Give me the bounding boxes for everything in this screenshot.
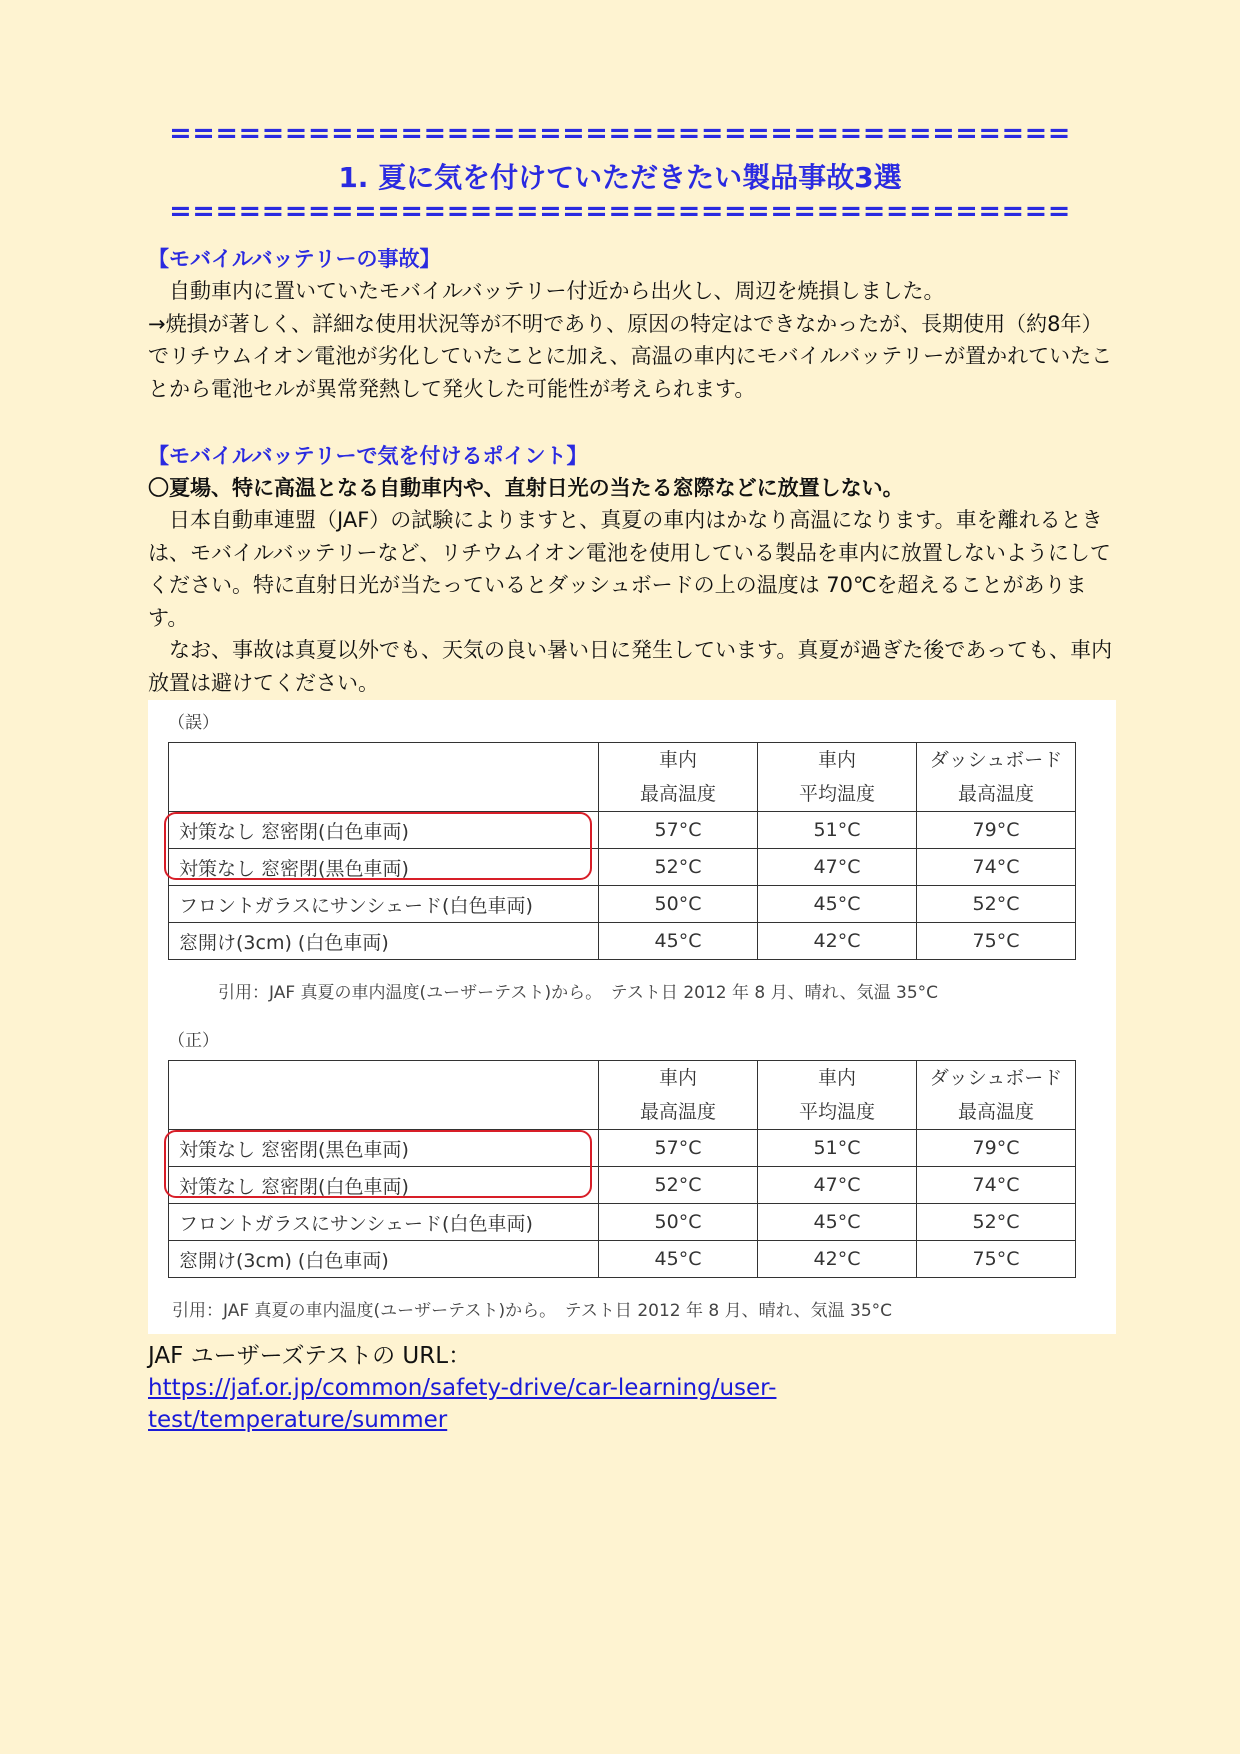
jaf-url-block [148,1340,1123,1436]
table-row [169,1204,1076,1241]
url-label: JAF ユーザーズテストの URL： [148,1343,472,1369]
header-blank-cell [169,1061,599,1130]
points-text-1: 日本自動車連盟（JAF）の試験によりますと、真夏の車内はかなり高温になります。車を離れるときは、モバイルバッテリーなど、リチウムイオン電池を使用している製品を車内に放置しないようにしてください。特に直射日光が当たっているとダッシュボードの上の温度は 70℃を超えることがあります。 [148,508,1111,630]
avg-temp: 45°C [758,886,917,923]
points-text-2: なお、事故は真夏以外でも、天気の良い暑い日に発生しています。真夏が過ぎた後であっても、車内放置は避けてください。 [148,638,1113,695]
max-temp: 45°C [599,1241,758,1278]
section-title: 1. 夏に気を付けていただきたい製品事故3選 [338,161,902,194]
max-temp: 45°C [599,923,758,960]
table-row [169,886,1076,923]
section-points [148,440,1123,699]
highlight-box-wrong [164,812,592,880]
dash-temp: 75°C [917,923,1076,960]
wrong-citation: 引用：JAF 真夏の車内温度(ユーザーテスト)から。 テスト日 2012 年 8 月、晴れ、気温 35°C [218,983,939,1003]
row-name: 対策なし 窓密閉(黒色車両) [169,849,599,886]
row-name: 窓開け(3cm) (白色車両) [169,1241,599,1278]
header-dash-temp: ダッシュボード 最高温度 [917,1061,1076,1130]
dash-temp: 52°C [917,886,1076,923]
jaf-url-link-line2[interactable]: test/temperature/summer [148,1407,448,1433]
accident-heading: 【モバイルバッテリーの事故】 [148,247,441,271]
header-blank-cell [169,743,599,812]
max-temp: 50°C [599,1204,758,1241]
correct-citation: 引用：JAF 真夏の車内温度(ユーザーテスト)から。 テスト日 2012 年 8 月、晴れ、気温 35°C [172,1301,893,1321]
header-avg-temp: 車内 平均温度 [758,743,917,812]
dash-temp: 74°C [917,849,1076,886]
avg-temp: 47°C [758,849,917,886]
row-name: 対策なし 窓密閉(白色車両) [169,1167,599,1204]
max-temp: 57°C [599,1130,758,1167]
avg-temp: 45°C [758,1204,917,1241]
avg-temp: 42°C [758,923,917,960]
wrong-label: （誤） [168,713,219,733]
dash-temp: 74°C [917,1167,1076,1204]
row-name: フロントガラスにサンシェード(白色車両) [169,1204,599,1241]
points-key-message: 〇夏場、特に高温となる自動車内や、直射日光の当たる窓際などに放置しない。 [148,476,904,500]
row-name: 対策なし 窓密閉(黒色車両) [169,1130,599,1167]
table-row [169,1241,1076,1278]
table-header-row [169,743,1076,812]
header-max-temp: 車内 最高温度 [599,743,758,812]
row-name: フロントガラスにサンシェード(白色車両) [169,886,599,923]
max-temp: 52°C [599,1167,758,1204]
max-temp: 50°C [599,886,758,923]
header-dash-temp: ダッシュボード 最高温度 [917,743,1076,812]
row-name: 窓開け(3cm) (白色車両) [169,923,599,960]
dash-temp: 75°C [917,1241,1076,1278]
table-header-row [169,1061,1076,1130]
avg-temp: 42°C [758,1241,917,1278]
max-temp: 52°C [599,849,758,886]
section-accident [148,243,1123,405]
header-avg-temp: 車内 平均温度 [758,1061,917,1130]
jaf-url-link-line1[interactable]: https://jaf.or.jp/common/safety-drive/car-learning/user- [148,1375,777,1401]
banner-rule-top: ======================================= [169,118,1071,149]
max-temp: 57°C [599,812,758,849]
correct-label: （正） [168,1031,219,1051]
avg-temp: 51°C [758,1130,917,1167]
temperature-figure [148,700,1116,1334]
avg-temp: 47°C [758,1167,917,1204]
points-heading: 【モバイルバッテリーで気を付けるポイント】 [148,444,588,468]
highlight-box-correct [164,1130,592,1198]
dash-temp: 79°C [917,1130,1076,1167]
avg-temp: 51°C [758,812,917,849]
dash-temp: 52°C [917,1204,1076,1241]
table-row [169,923,1076,960]
banner-rule-bottom: ======================================= [169,196,1071,227]
dash-temp: 79°C [917,812,1076,849]
row-name: 対策なし 窓密閉(白色車両) [169,812,599,849]
header-max-temp: 車内 最高温度 [599,1061,758,1130]
accident-cause-text: →焼損が著しく、詳細な使用状況等が不明であり、原因の特定はできなかったが、長期使用（約8年）でリチウムイオン電池が劣化していたことに加え、高温の車内にモバイルバッテリーが置かれていたことから電池セルが異常発熱して発火した可能性が考えられます。 [148,311,1113,401]
accident-text: 自動車内に置いていたモバイルバッテリー付近から出火し、周辺を焼損しました。 [169,279,945,303]
